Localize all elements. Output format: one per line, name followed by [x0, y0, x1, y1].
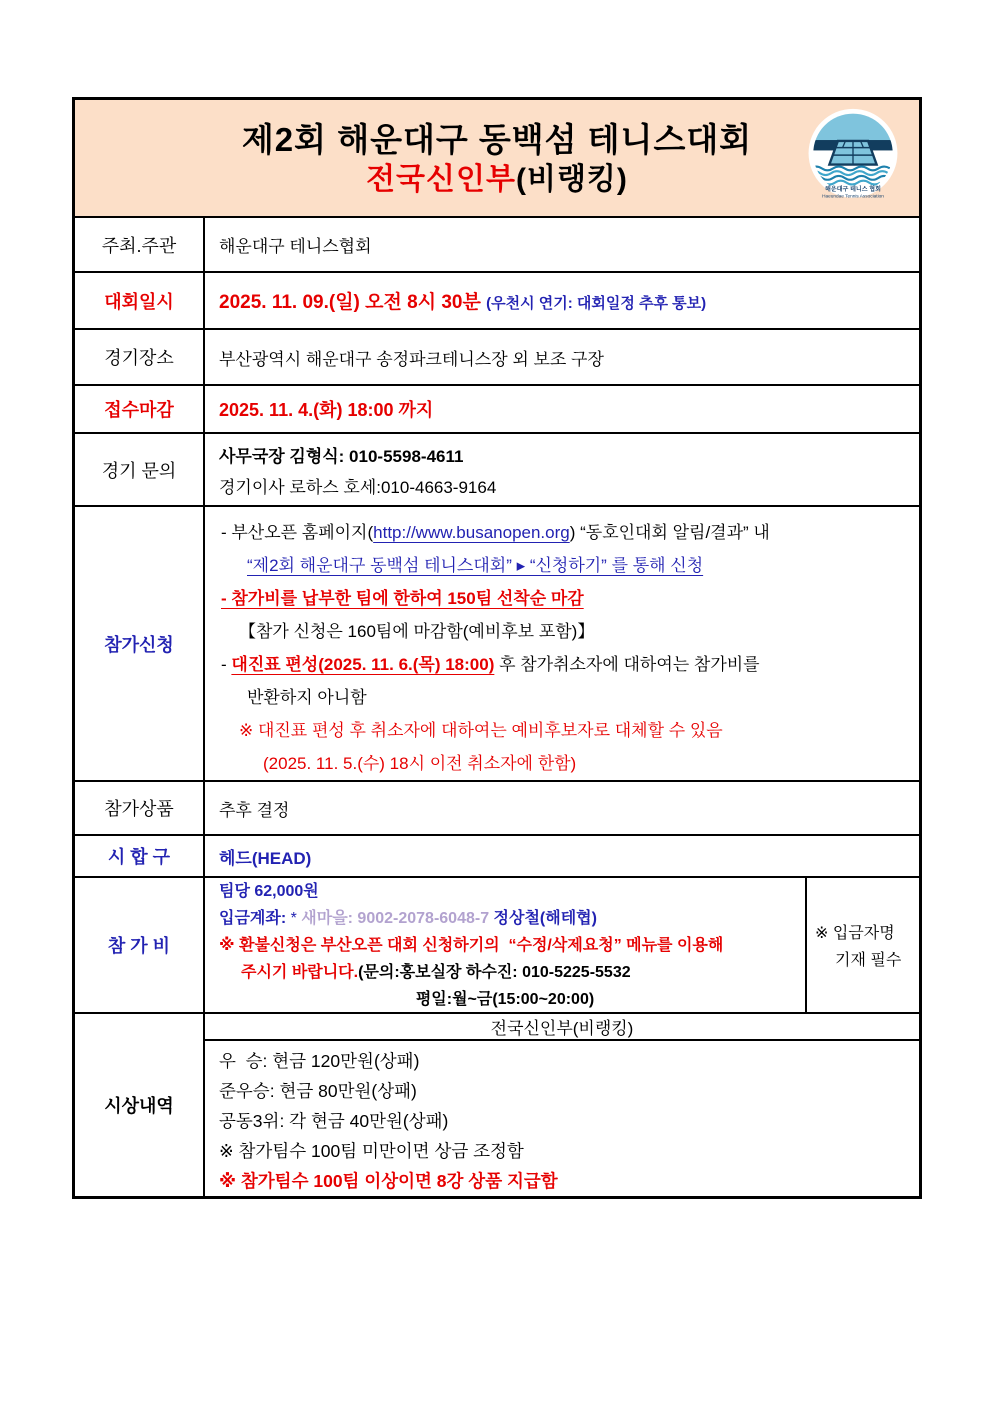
contact-line-secretary: 사무국장 김형식: 010-5598-4611 — [219, 446, 464, 466]
datetime-label: 대회일시 — [75, 273, 205, 328]
logo-korean-label: 해운대구 테니스 협회 — [825, 187, 881, 194]
apply-content-cell — [205, 507, 919, 780]
fee-label: 참 가 비 — [75, 878, 205, 1012]
datetime-value-cell — [205, 273, 919, 328]
apply-line-160-limit: 【참가 신청은 160팀에 마감함(예비후보 포함)】 — [239, 622, 595, 641]
fee-account-holder: 정상철(해테협) — [493, 909, 597, 927]
row-contact — [75, 434, 919, 507]
fee-account-line — [219, 905, 805, 932]
row-official-ball — [75, 836, 919, 878]
prize-label: 참가상품 — [75, 782, 205, 834]
fee-refund-line2-red: 주시기 바랍니다. — [241, 963, 359, 981]
contact-label: 경기 문의 — [75, 434, 205, 505]
host-value-cell — [205, 218, 919, 271]
tournament-notice-table — [72, 97, 922, 1199]
apply-line-path: “제2회 해운대구 동백섬 테니스대회” ▸ “신청하기” 를 통해 신청 — [247, 556, 704, 575]
apply-line-fee-limit: - 참가비를 납부한 팀에 한하여 150팀 선착순 마감 — [221, 589, 584, 608]
row-apply — [75, 507, 919, 782]
busanopen-link[interactable]: http://www.busanopen.org — [373, 523, 570, 542]
fee-account-number: 새마을: 9002-2078-6048-7 — [301, 909, 494, 927]
awards-third-place: 공동3위: 각 현금 40만원(상패) — [219, 1111, 449, 1131]
awards-division-header: 전국신인부(비랭킹) — [205, 1014, 919, 1041]
apply-line-substitute-note: ※ 대진표 편성 후 취소자에 대하여는 예비후보자로 대체할 수 있음 — [239, 721, 723, 740]
row-datetime — [75, 273, 919, 330]
fee-account-label: 입금계좌: — [219, 909, 291, 927]
contact-value-cell — [205, 434, 919, 505]
apply-homepage-suffix: ) “동호인대회 알림/결과” 내 — [569, 523, 770, 542]
fee-side-note-line1: ※ 입금자명 — [815, 925, 895, 942]
datetime-main: 2025. 11. 09.(일) 오전 8시 30분 — [219, 292, 487, 313]
row-awards — [75, 1014, 919, 1196]
deadline-label: 접수마감 — [75, 386, 205, 432]
subtitle-ranking-note: (비랭킹) — [515, 163, 628, 197]
tennis-association-logo-icon — [801, 106, 905, 210]
prize-value-cell — [205, 782, 919, 834]
awards-list — [205, 1041, 919, 1196]
fee-contact-info: (문의:홍보실장 하수진: 010-5225-5532 — [358, 963, 631, 981]
fee-account-star: * — [290, 909, 302, 927]
awards-note-under-100: ※ 참가팀수 100팀 미만이면 상금 조정함 — [219, 1141, 524, 1161]
apply-line-cancel-deadline: (2025. 11. 5.(수) 18시 이전 취소자에 한함) — [263, 754, 577, 773]
ball-label: 시 합 구 — [75, 836, 205, 876]
apply-bracket-dash: - — [221, 655, 232, 674]
fee-side-note-line2: 기재 필수 — [835, 952, 902, 969]
deadline-value: 2025. 11. 4.(화) 18:00 까지 — [219, 400, 434, 420]
awards-label: 시상내역 — [75, 1014, 205, 1196]
apply-line-bracket — [219, 648, 919, 681]
contact-line-director: 경기이사 로하스 호세:010-4663-9164 — [219, 477, 497, 497]
apply-label: 참가신청 — [75, 507, 205, 780]
page-title: 제2회 해운대구 동백섬 테니스대회 — [241, 120, 753, 158]
awards-note-over-100: ※ 참가팀수 100팀 이상이면 8강 상품 지급함 — [219, 1171, 558, 1191]
venue-value-cell — [205, 330, 919, 384]
subtitle-division: 전국신인부 — [366, 163, 516, 197]
host-label: 주최.주관 — [75, 218, 205, 271]
logo-english-label: Haeundae Tennis Association — [822, 194, 884, 200]
venue-value: 부산광역시 해운대구 송정파크테니스장 외 보조 구장 — [219, 349, 604, 369]
awards-content-cell — [205, 1014, 919, 1196]
row-venue — [75, 330, 919, 386]
apply-line-homepage — [219, 516, 919, 549]
venue-label: 경기장소 — [75, 330, 205, 384]
datetime-rain-note: (우천시 연기: 대회일정 추후 통보) — [486, 295, 707, 312]
awards-runner-up: 준우승: 현금 80만원(상패) — [219, 1081, 417, 1101]
ball-value: 헤드(HEAD) — [219, 848, 312, 868]
fee-refund-line1: ※ 환불신청은 부산오픈 대회 신청하기의 “수정/삭제요청” 메뉴를 이용해 — [219, 936, 724, 954]
fee-hours: 평일:월~금(15:00~20:00) — [415, 990, 595, 1008]
apply-line-no-refund: 반환하지 아니함 — [247, 688, 367, 707]
document-header — [75, 100, 919, 218]
row-host — [75, 218, 919, 273]
fee-refund-line2 — [219, 959, 805, 986]
apply-bracket-deadline: 대진표 편성(2025. 11. 6.(목) 18:00) — [231, 655, 495, 674]
deadline-value-cell — [205, 386, 919, 432]
fee-content-cell — [205, 878, 807, 1012]
page-subtitle — [366, 162, 628, 198]
apply-bracket-suffix: 후 참가취소자에 대하여는 참가비를 — [494, 655, 760, 674]
host-value: 해운대구 테니스협회 — [219, 237, 372, 256]
prize-value: 추후 결정 — [219, 800, 290, 820]
awards-winner: 우 승: 현금 120만원(상패) — [219, 1051, 420, 1071]
datetime-value — [219, 287, 919, 314]
fee-side-note-cell — [807, 878, 919, 1012]
ball-value-cell — [205, 836, 919, 876]
row-entry-fee — [75, 878, 919, 1014]
apply-homepage-prefix: - 부산오픈 홈페이지( — [221, 523, 374, 542]
fee-amount: 팀당 62,000원 — [219, 882, 319, 900]
row-deadline — [75, 386, 919, 434]
row-participation-prize — [75, 782, 919, 836]
